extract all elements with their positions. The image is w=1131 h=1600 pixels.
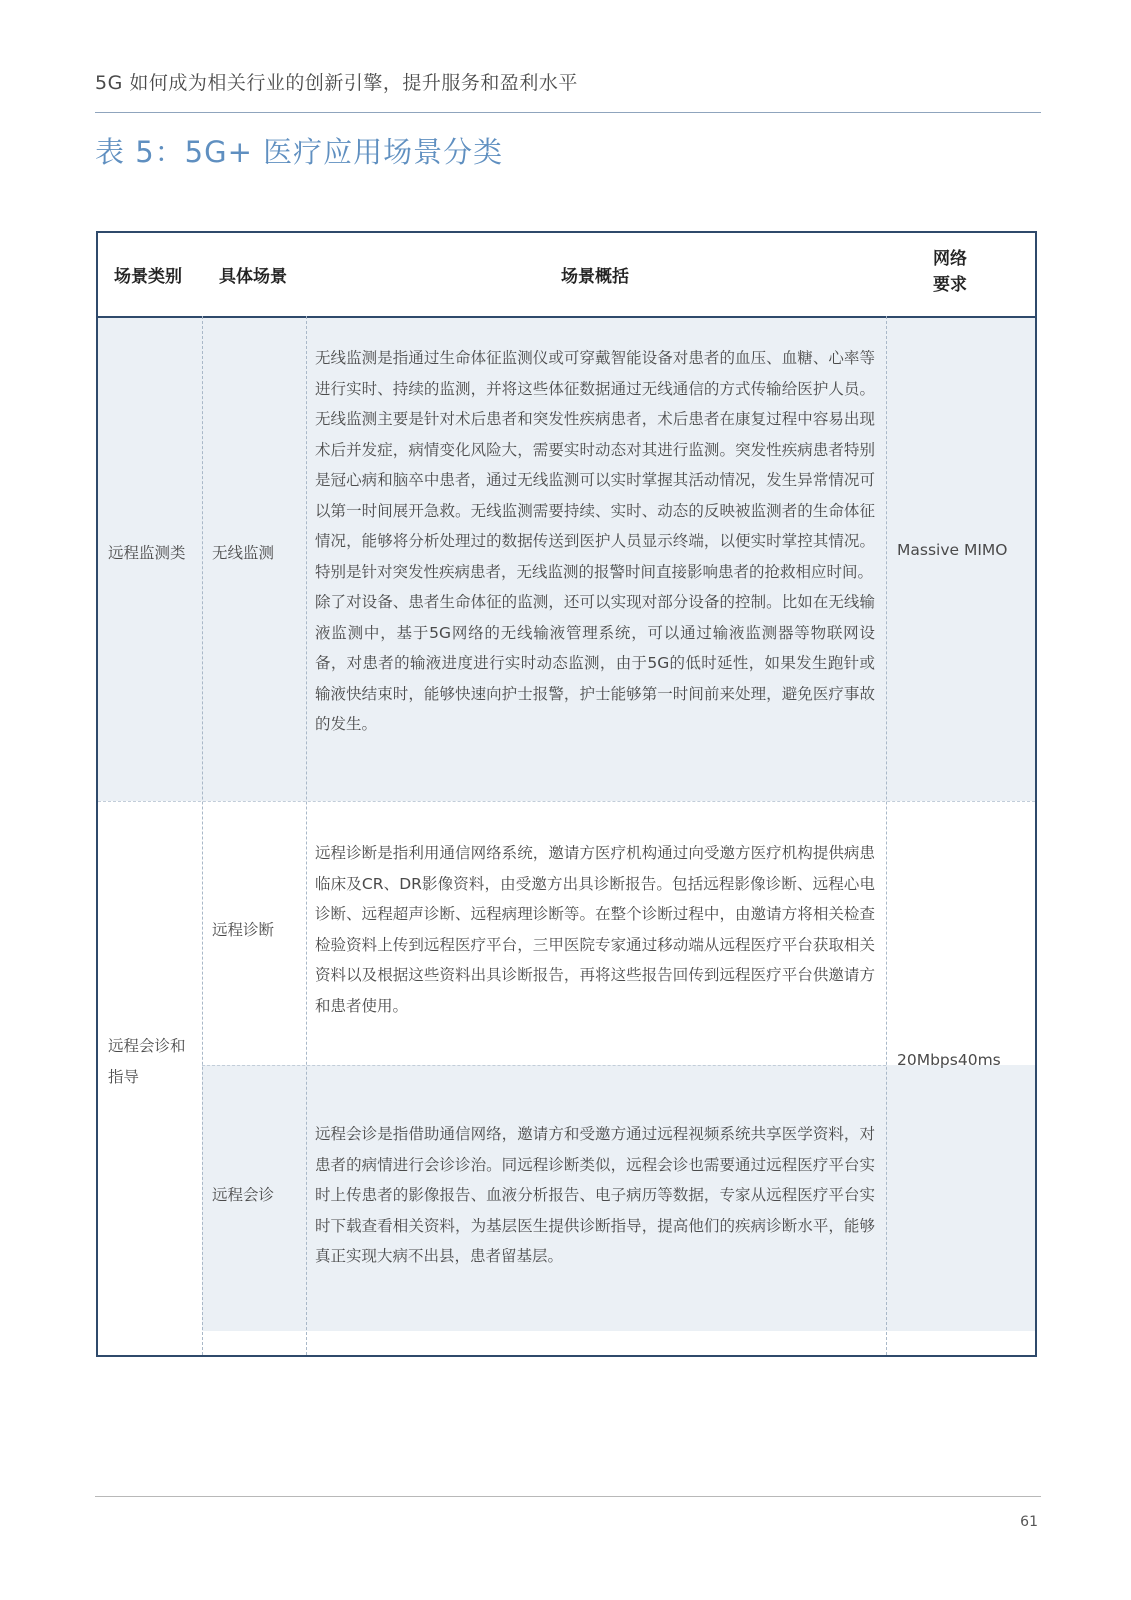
col-divider-3 bbox=[886, 316, 887, 1355]
row3-summary-para-1: 远程会诊是指借助通信网络，邀请方和受邀方通过远程视频系统共享医学资料，对患者的病情进行会诊诊治。同远程诊断类似，远程会诊也需要通过远程医疗平台实时上传患者的影像报告、血液分析报告、电子病历等数据，专家从远程医疗平台实时下载查看相关资料，为基层医生提供诊断指导，提高他们的疾病诊断水平，能够真正实现大病不出县，患者留基层。 bbox=[315, 1125, 875, 1265]
header-rule bbox=[95, 112, 1041, 113]
col-divider-2 bbox=[306, 316, 307, 1355]
row2-scenario: 远程诊断 bbox=[212, 921, 275, 939]
scenario-table bbox=[96, 231, 1037, 1357]
row1-network: Massive MIMO bbox=[897, 541, 1008, 559]
row1-category: 远程监测类 bbox=[108, 544, 186, 562]
col-header-summary: 场景概括 bbox=[561, 267, 629, 287]
row1-scenario: 无线监测 bbox=[212, 544, 275, 562]
table-header bbox=[98, 233, 1035, 318]
table-title: 表 5：5G+ 医疗应用场景分类 bbox=[95, 135, 504, 169]
col-header-network: 网络 要求 bbox=[933, 249, 967, 295]
row2-summary bbox=[315, 838, 875, 1021]
row2-summary-para-1: 远程诊断是指利用通信网络系统，邀请方医疗机构通过向受邀方医疗机构提供病患临床及CR、DR影像资料，由受邀方出具诊断报告。包括远程影像诊断、远程心电诊断、远程超声诊断、远程病理诊断等。在整个诊断过程中，由邀请方将相关检查检验资料上传到远程医疗平台，三甲医院专家通过移动端从远程医疗平台获取相关资料以及根据这些资料出具诊断报告，再将这些报告回传到远程医疗平台供邀请方和患者使用。 bbox=[315, 844, 875, 1015]
row1-summary-para-1: 无线监测是指通过生命体征监测仪或可穿戴智能设备对患者的血压、血糖、心率等进行实时、持续的监测，并将这些体征数据通过无线通信的方式传输给医护人员。无线监测主要是针对术后患者和突发性疾病患者，术后患者在康复过程中容易出现术后并发症，病情变化风险大，需要实时动态对其进行监测。突发性疾病患者特别是冠心病和脑卒中患者，通过无线监测可以实时掌握其活动情况，发生异常情况可以第一时间展开急救。无线监测需要持续、实时、动态的反映被监测者的生命体征情况，能够将分析处理过的数据传送到医护人员显示终端，以便实时掌控其情况。特别是针对突发性疾病患者，无线监测的报警时间直接影响患者的抢救相应时间。 bbox=[315, 349, 875, 581]
row-divider-1 bbox=[98, 801, 1035, 802]
row1-summary-para-2: 除了对设备、患者生命体征的监测，还可以实现对部分设备的控制。比如在无线输液监测中，基于5G网络的无线输液管理系统，可以通过输液监测器等物联网设备，对患者的输液进度进行实时动态监测，由于5G的低时延性，如果发生跑针或输液快结束时，能够快速向护士报警，护士能够第一时间前来处理，避免医疗事故的发生。 bbox=[315, 593, 875, 733]
col-header-category: 场景类别 bbox=[114, 267, 182, 287]
row3-summary bbox=[315, 1119, 875, 1272]
row-divider-2 bbox=[202, 1065, 886, 1066]
col-divider-1 bbox=[202, 316, 203, 1355]
footer-rule bbox=[95, 1496, 1041, 1497]
page-number: 61 bbox=[1020, 1514, 1038, 1530]
running-header: 5G 如何成为相关行业的创新引擎，提升服务和盈利水平 bbox=[95, 72, 578, 94]
row3-scenario: 远程会诊 bbox=[212, 1186, 275, 1204]
row2-category: 远程会诊和 指导 bbox=[108, 1037, 186, 1086]
row1-summary bbox=[315, 343, 875, 740]
col-header-scenario: 具体场景 bbox=[219, 267, 287, 287]
row2-network: 20Mbps40ms bbox=[897, 1051, 1001, 1069]
